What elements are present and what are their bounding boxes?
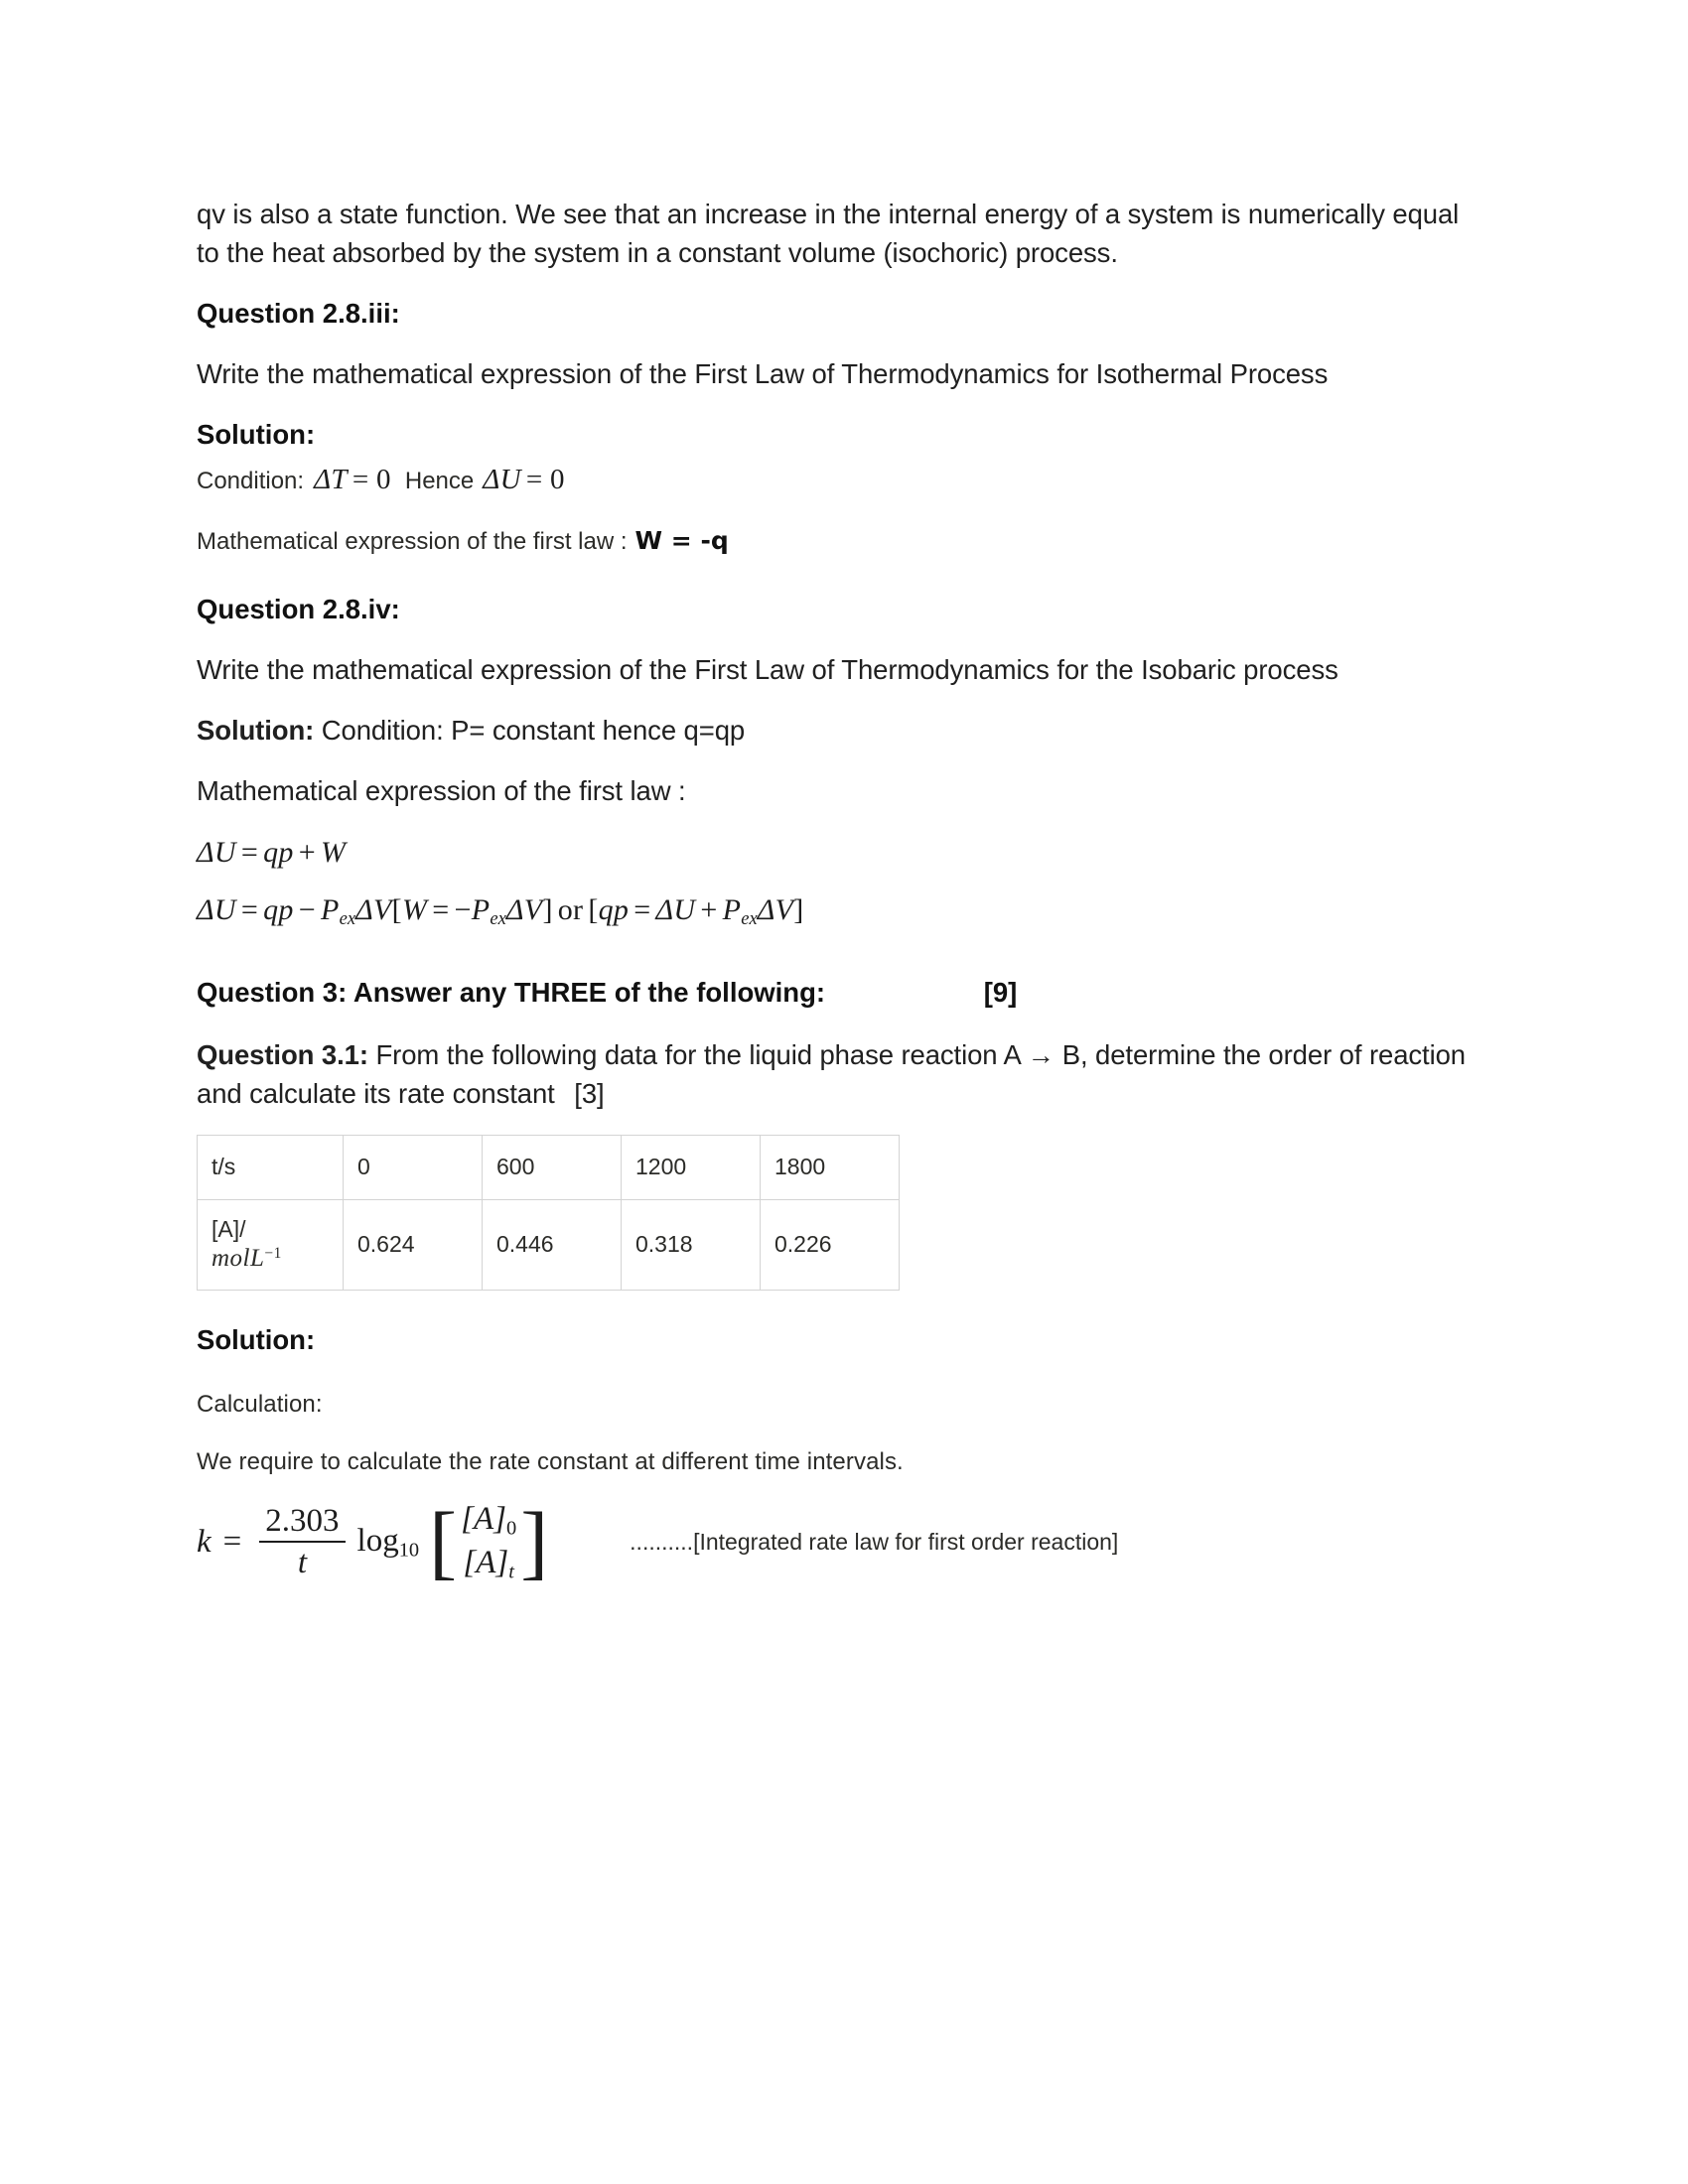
table-cell-t1: 600 xyxy=(483,1135,622,1199)
table-cell-a3: 0.226 xyxy=(761,1199,900,1290)
table-cell-t0: 0 xyxy=(344,1135,483,1199)
question-3-1-text xyxy=(197,1035,1476,1113)
solution-label: Solution: xyxy=(197,715,315,747)
question-2-8-iii-solution-label: Solution: xyxy=(197,419,316,451)
table-header-time: t/s xyxy=(198,1135,344,1199)
table-cell-t3: 1800 xyxy=(761,1135,900,1199)
table-header-concentration xyxy=(198,1199,344,1290)
table-cell-a2: 0.318 xyxy=(622,1199,761,1290)
calculation-text: We require to calculate the rate constant at different time intervals. xyxy=(197,1447,904,1475)
question-2-8-iii-prompt: Write the mathematical expression of the First Law of Thermodynamics for Isothermal Process xyxy=(197,358,1329,390)
question-2-8-iii-condition xyxy=(197,464,1476,496)
formula-numerator: 2.303 xyxy=(265,1503,340,1540)
condition-label: Condition: xyxy=(197,468,305,495)
rate-law-formula xyxy=(197,1495,549,1588)
question-3-heading xyxy=(197,973,1476,1012)
formula-concentration-ratio xyxy=(457,1502,520,1583)
table-cell-a0: 0.624 xyxy=(344,1199,483,1290)
isobaric-equation-1: ΔU = qp + W xyxy=(197,836,347,870)
question-3-marks: [9] xyxy=(983,976,1018,1008)
question-3-title: Question 3: Answer any THREE of the following: xyxy=(197,976,826,1008)
calculation-label: Calculation: xyxy=(197,1390,323,1418)
question-2-8-iii-first-law xyxy=(197,526,1476,556)
formula-equals: = xyxy=(222,1524,242,1561)
bracket-close: ] xyxy=(520,1495,549,1588)
intro-paragraph: qv is also a state function. We see that an increase in the internal energy of a system is numerically equal to the heat absorbed by the system in a constant volume (isochoric) process. xyxy=(197,199,1460,269)
bracket-open: [ xyxy=(429,1495,458,1588)
rate-law-formula-row xyxy=(197,1495,1476,1588)
solution-condition-text: Condition: P= constant hence q=qp xyxy=(321,715,746,747)
question-3-1-solution-label: Solution: xyxy=(197,1323,316,1355)
condition-equation-2: ΔU = 0 xyxy=(483,464,565,496)
concentration-unit: molL$^{-1}$ xyxy=(211,1244,282,1272)
table-row-time xyxy=(198,1135,900,1199)
formula-annotation: ..........[Integrated rate law for first order reaction] xyxy=(630,1529,1119,1556)
question-2-8-iv-heading: Question 2.8.iv: xyxy=(197,594,400,625)
formula-fraction xyxy=(259,1504,345,1579)
question-2-8-iii-heading: Question 2.8.iii: xyxy=(197,298,400,330)
question-3-1-body: From the following data for the liquid phase reaction A → B, determine the order of reaction and calculate its rate constant xyxy=(197,1038,1466,1109)
concentration-label: [A]/ xyxy=(211,1216,246,1243)
first-law-label: Mathematical expression of the first law : xyxy=(197,528,628,556)
condition-equation-1: ΔT = 0 xyxy=(314,464,391,496)
formula-denominator: t xyxy=(259,1541,345,1580)
question-3-1-label: Question 3.1: xyxy=(197,1038,368,1070)
table-row-concentration xyxy=(198,1199,900,1290)
kinetics-data-table xyxy=(197,1135,900,1291)
isobaric-equation-2: ΔU = qp − $P_{ex}\Delta V[W = -P_{ex}\Delta V]$ or $[qp = \Delta U + P_{ex}\Delta V]$ xyxy=(197,893,804,930)
question-2-8-iv-solution-line xyxy=(197,711,1476,750)
ratio-denominator: $[A]_t$ xyxy=(463,1544,514,1583)
table-cell-t2: 1200 xyxy=(622,1135,761,1199)
condition-hence-word: Hence xyxy=(404,468,475,495)
table-cell-a1: 0.446 xyxy=(483,1199,622,1290)
formula-k: k xyxy=(197,1524,211,1561)
question-2-8-iv-first-law-label: Mathematical expression of the first law : xyxy=(197,775,686,807)
question-3-1-marks: [3] xyxy=(574,1077,605,1109)
formula-bracket-group xyxy=(429,1495,549,1588)
formula-log: log10 xyxy=(356,1522,420,1562)
first-law-value: W = -q xyxy=(634,526,729,556)
ratio-numerator: [A]0 xyxy=(461,1500,517,1540)
page-content xyxy=(197,195,1476,1588)
question-2-8-iv-prompt: Write the mathematical expression of the First Law of Thermodynamics for the Isobaric process xyxy=(197,654,1338,686)
